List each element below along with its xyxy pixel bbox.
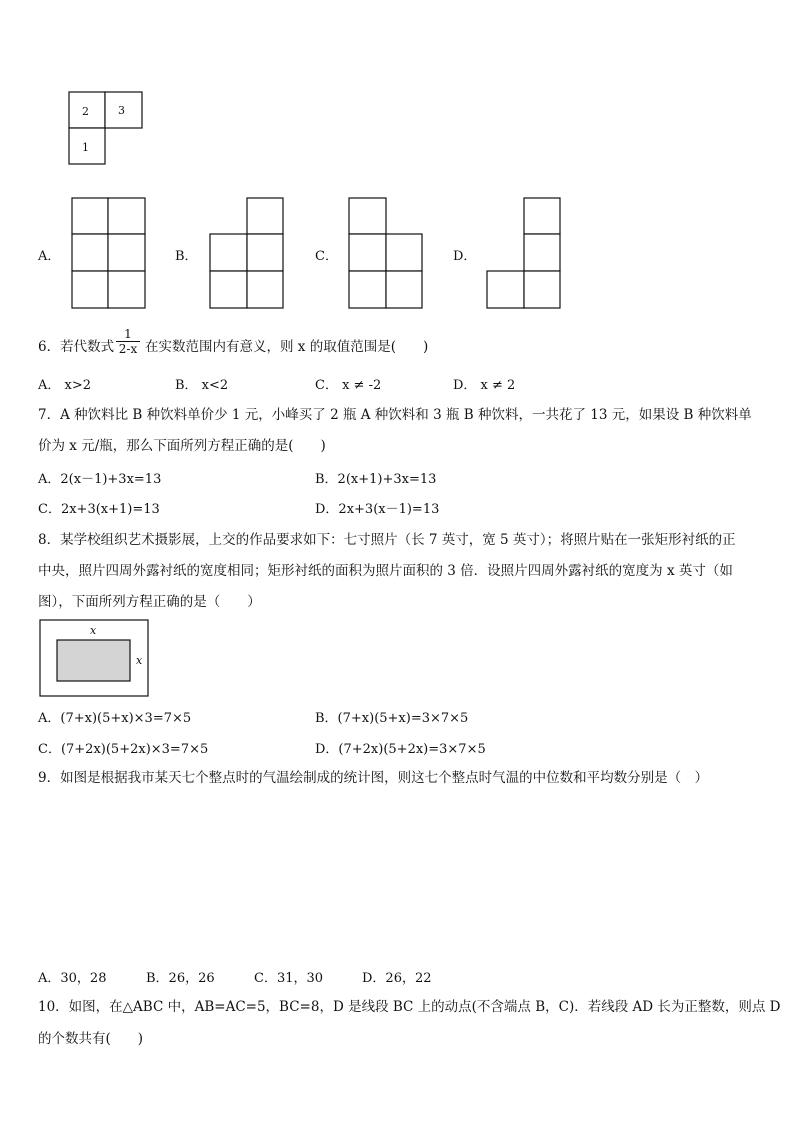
q8-line-2: 中央，照片四周外露衬纸的宽度相同；矩形衬纸的面积为照片面积的 3 倍．设照片四周外露衬纸的宽度为 x 英寸（如: [38, 563, 733, 579]
net-label-1: 1: [82, 141, 89, 154]
q5-option-d-label: D．: [453, 249, 477, 264]
q6-option-c: C． x ≠ -2: [315, 378, 382, 393]
q5-option-c-label: C．: [315, 249, 338, 264]
q9-option-c: C．31，30: [254, 971, 324, 986]
q9-option-a: A．30，28: [38, 971, 107, 986]
q8-line-3: 图），下面所列方程正确的是（ ）: [38, 594, 261, 610]
q7-option-d: D．2x+3(x－1)=13: [315, 502, 440, 517]
q6-fraction-numerator: 1: [116, 327, 140, 342]
q8-option-b: B．(7+x)(5+x)=3×7×5: [315, 711, 469, 726]
q10-line-1: 10．如图，在△ABC 中，AB=AC=5，BC=8，D 是线段 BC 上的动点(不含端点 B，C)．若线段 AD 长为正整数，则点 D: [38, 999, 781, 1015]
net-label-2: 2: [82, 105, 89, 118]
q6-prefix: 6．若代数式: [38, 339, 115, 355]
q9-option-d: D．26，22: [362, 971, 432, 986]
q9-option-b: B．26，26: [146, 971, 215, 986]
q8-label-x-top: x: [90, 624, 97, 637]
q8-option-a: A．(7+x)(5+x)×3=7×5: [38, 711, 192, 726]
q7-option-c: C．2x+3(x+1)=13: [38, 502, 160, 517]
q6-option-a: A． x>2: [38, 378, 92, 393]
net-label-3: 3: [118, 104, 125, 117]
q10-line-2: 的个数共有( ): [38, 1031, 144, 1047]
q8-line-1: 8．某学校组织艺术摄影展，上交的作品要求如下：七寸照片（长 7 英寸，宽 5 英寸）；将照片贴在一张矩形衬纸的正: [38, 532, 736, 548]
q8-option-d: D．(7+2x)(5+2x)=3×7×5: [315, 742, 486, 757]
q7-option-a: A．2(x－1)+3x=13: [38, 472, 162, 487]
q7-line-1: 7．A 种饮料比 B 种饮料单价少 1 元，小峰买了 2 瓶 A 种饮料和 3 瓶 B 种饮料，一共花了 13 元，如果设 B 种饮料单: [38, 407, 752, 423]
q8-option-c: C．(7+2x)(5+2x)×3=7×5: [38, 742, 209, 757]
q5-option-b-label: B．: [175, 249, 198, 264]
q6-fraction-denominator: 2-x: [118, 342, 138, 356]
q7-option-b: B．2(x+1)+3x=13: [315, 472, 437, 487]
q6-option-b: B． x<2: [175, 378, 229, 393]
q6-suffix: 在实数范围内有意义，则 x 的取值范围是( ): [145, 339, 429, 355]
q8-photo: [57, 640, 130, 681]
q8-label-x-right: x: [136, 654, 143, 667]
q9-line-1: 9．如图是根据我市某天七个整点时的气温绘制成的统计图，则这七个整点时气温的中位数和平均数分别是（ ）: [38, 770, 709, 786]
q7-line-2: 价为 x 元/瓶，那么下面所列方程正确的是( ): [38, 438, 326, 454]
q5-option-a-label: A．: [38, 249, 61, 264]
q6-option-d: D． x ≠ 2: [453, 378, 516, 393]
